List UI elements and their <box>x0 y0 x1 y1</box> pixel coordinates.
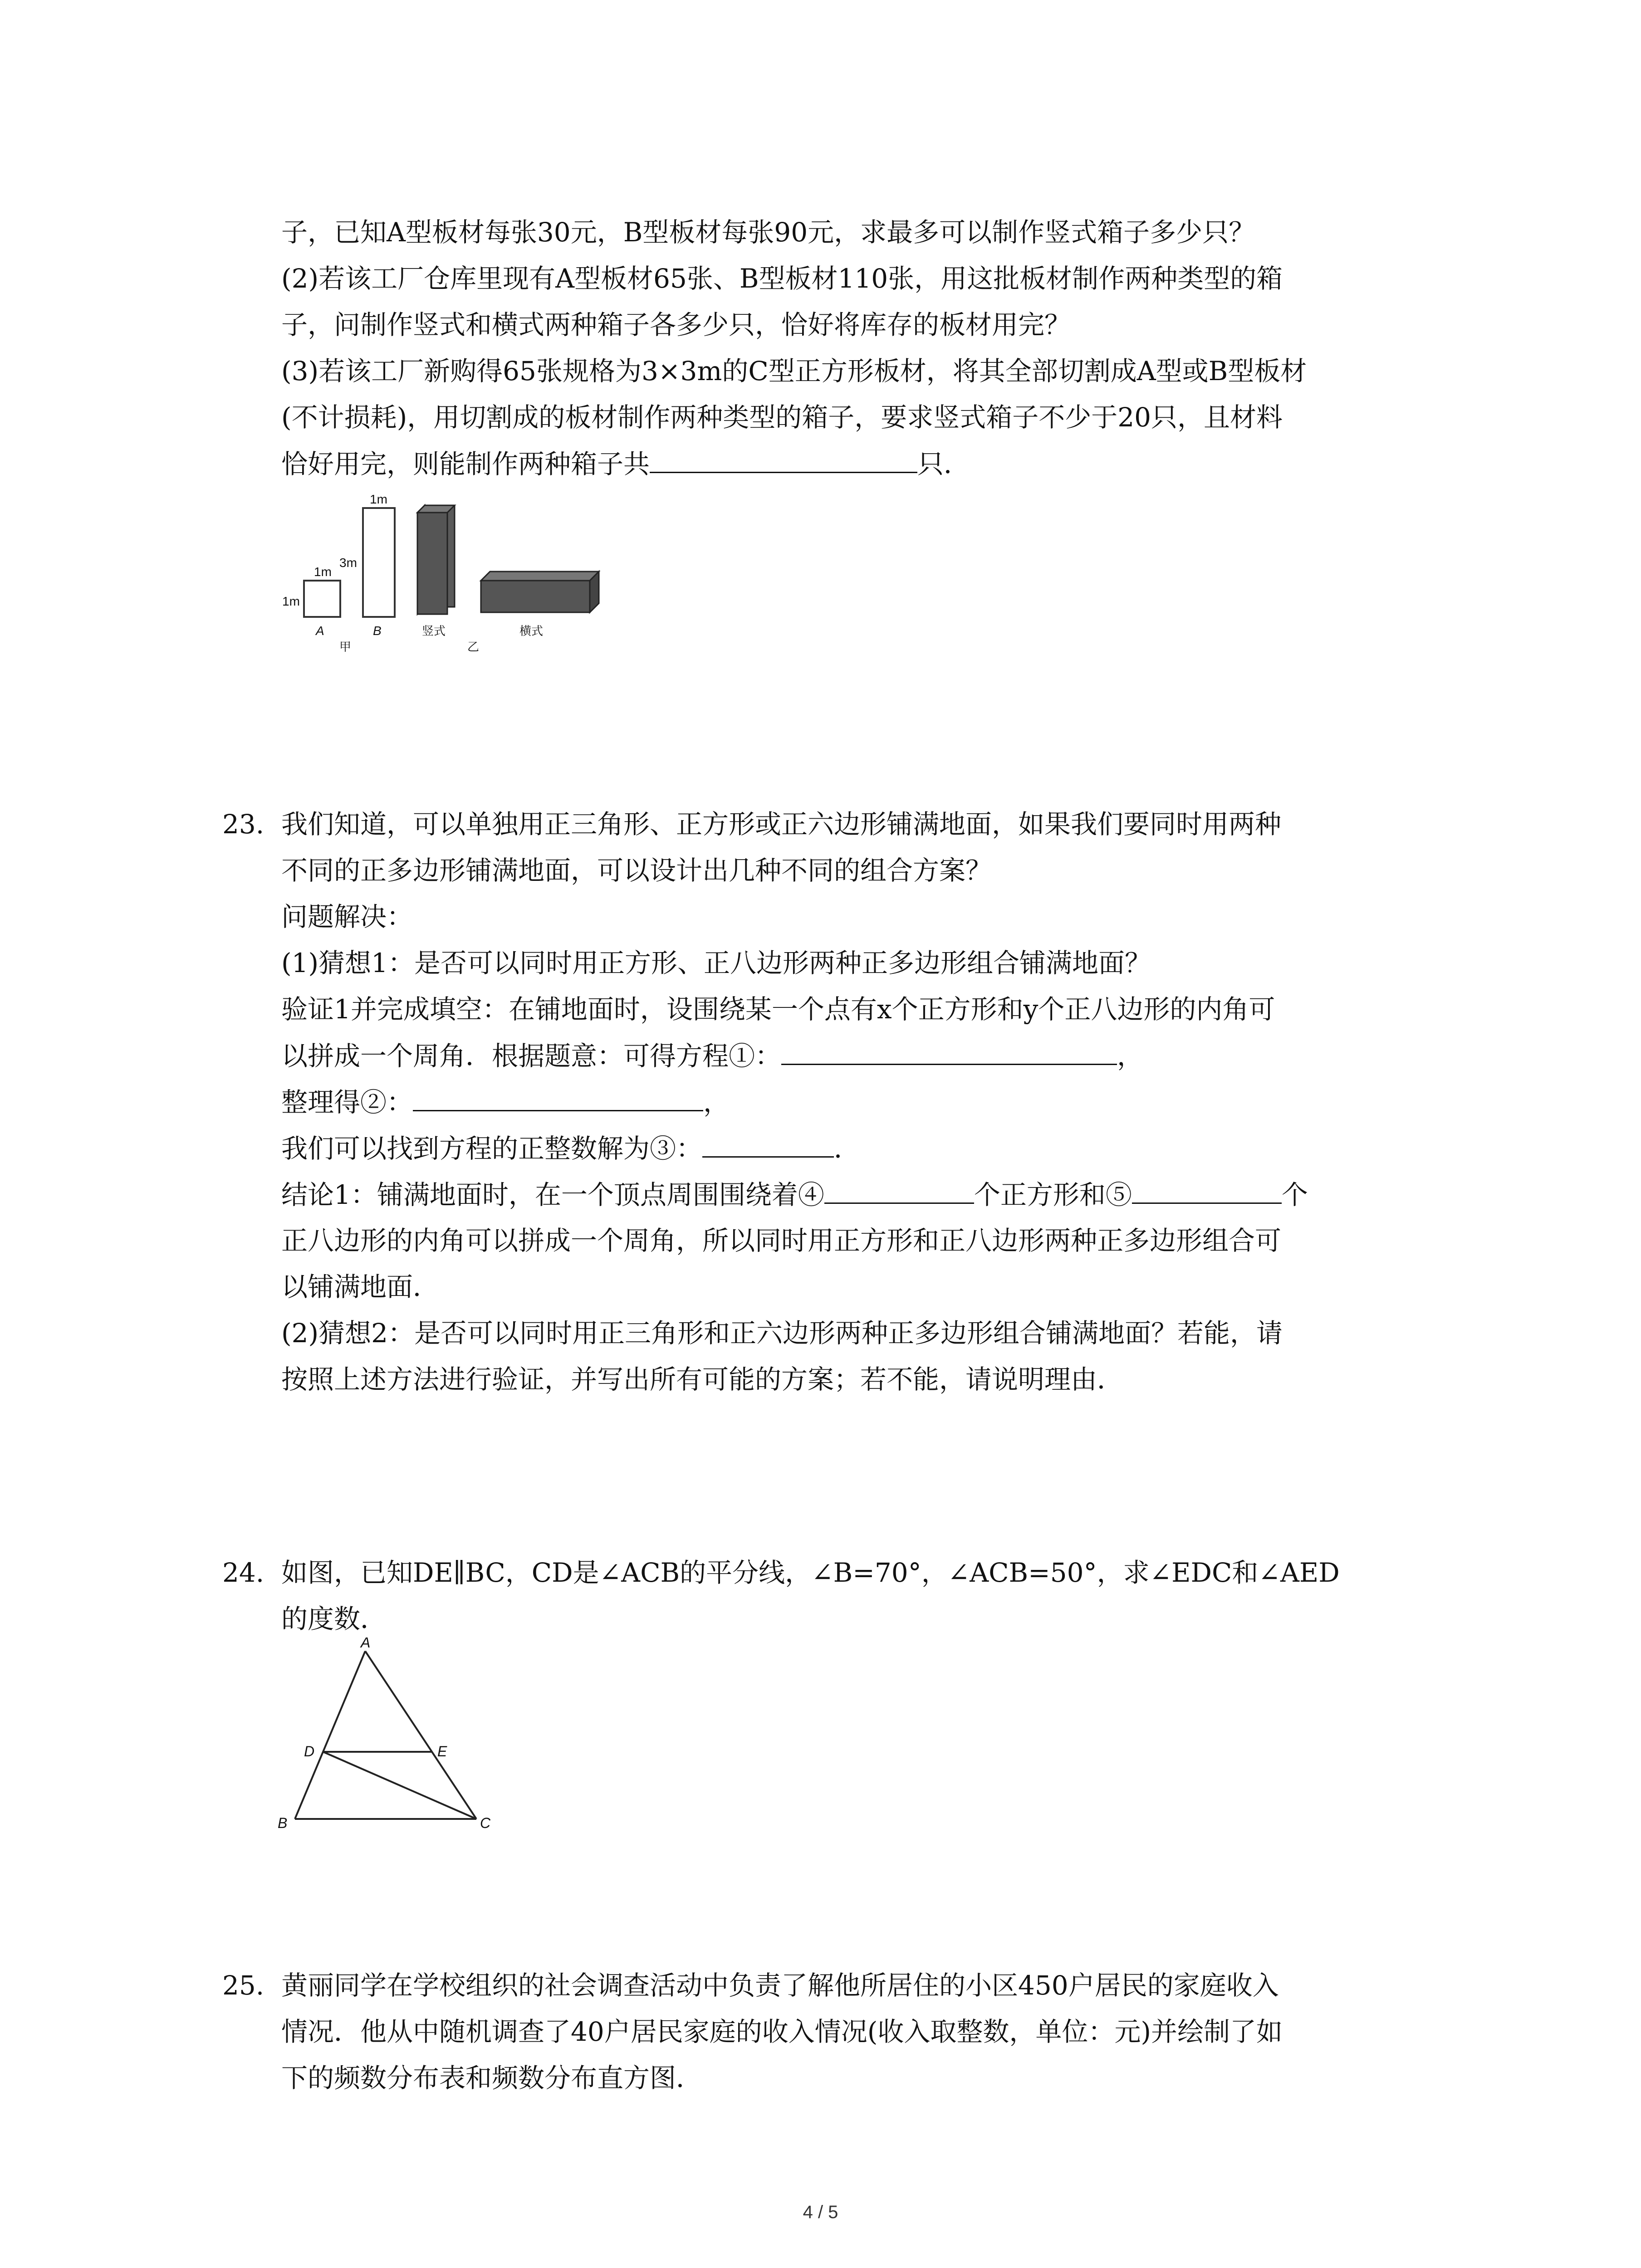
q23-line-12: (2)猜想2：是否可以同时用正三角形和正六边形两种正多边形组合铺满地面？若能，请 <box>281 1318 1283 1349</box>
segment-ab <box>295 1651 365 1819</box>
answer-blank-total-boxes[interactable] <box>650 445 917 473</box>
board-a-name: A <box>316 624 324 638</box>
triangle-figure <box>263 1637 517 1837</box>
q22-line-3: 子，问制作竖式和横式两种箱子各多少只，恰好将库存的板材用完？ <box>281 309 1071 340</box>
q23-line-5: 验证1并完成填空：在铺地面时，设围绕某一个点有x个正方形和y个正八边形的内角可 <box>281 994 1275 1025</box>
q23-line-9-end: 个 <box>1281 1179 1308 1210</box>
answer-blank-solution-3[interactable] <box>702 1129 834 1158</box>
q23-line-8 <box>281 1129 860 1168</box>
q25-line-3: 下的频数分布表和频数分布直方图． <box>281 2063 703 2093</box>
board-b-top-label: 1m <box>370 492 387 506</box>
horizontal-box <box>481 581 590 612</box>
board-a-square <box>304 581 340 617</box>
q22-line-6-end: 只． <box>917 449 970 479</box>
q23-line-9 <box>281 1175 1308 1214</box>
board-a-side-label: 1m <box>282 594 300 608</box>
answer-blank-squares-4[interactable] <box>824 1175 974 1204</box>
point-a-label: A <box>361 1637 371 1651</box>
board-b-side-label: 3m <box>339 556 357 570</box>
board-box-figure <box>272 490 617 653</box>
answer-blank-equation-1[interactable] <box>781 1036 1117 1065</box>
q23-line-4: (1)猜想1：是否可以同时用正方形、正八边形两种正多边形组合铺满地面？ <box>281 948 1151 978</box>
q22-line-1: 子，已知A型板材每张30元，B型板材每张90元，求最多可以制作竖式箱子多少只？ <box>281 217 1255 248</box>
q23-line-11: 以铺满地面． <box>281 1271 440 1302</box>
point-e-label: E <box>437 1743 447 1760</box>
q25-line-2: 情况．他从中随机调查了40户居民家庭的收入情况(收入取整数，单位：元)并绘制了如 <box>281 2016 1283 2047</box>
q23-line-8-end: ． <box>834 1133 861 1164</box>
answer-blank-equation-2[interactable] <box>413 1083 703 1111</box>
q24-line-1: 如图，已知DE∥BC，CD是∠ACB的平分线，∠B=70°，∠ACB=50°，求∠EDC和∠AED <box>281 1557 1340 1588</box>
page-number: 4 / 5 <box>803 2202 838 2222</box>
answer-blank-octagons-5[interactable] <box>1132 1175 1282 1204</box>
horizontal-box-label: 横式 <box>519 624 544 638</box>
q23-line-7 <box>281 1083 730 1121</box>
q23-line-8-text: 我们可以找到方程的正整数解为③： <box>281 1133 703 1164</box>
vertical-box-front <box>417 513 447 614</box>
group-yi-label: 乙 <box>467 640 480 653</box>
q23-line-1: 我们知道，可以单独用正三角形、正方形或正六边形铺满地面，如果我们要同时用两种 <box>281 809 1282 840</box>
q23-line-9-mid: 个正方形和⑤ <box>974 1179 1132 1210</box>
q23-line-6-text: 以拼成一个周角．根据题意：可得方程①： <box>281 1041 782 1071</box>
q23-line-13: 按照上述方法进行验证，并写出所有可能的方案；若不能，请说明理由． <box>281 1364 1124 1395</box>
point-b-label: B <box>278 1815 288 1831</box>
q25-line-1: 黄丽同学在学校组织的社会调查活动中负责了解他所居住的小区450户居民的家庭收入 <box>281 1970 1279 2001</box>
q24-line-2: 的度数． <box>281 1603 387 1634</box>
vertical-box-label: 竖式 <box>422 624 446 638</box>
q23-line-6-end: ， <box>1117 1041 1144 1071</box>
q23-line-2: 不同的正多边形铺满地面，可以设计出几种不同的组合方案？ <box>281 855 992 886</box>
q23-line-9-text: 结论1：铺满地面时，在一个顶点周围围绕着④ <box>281 1179 824 1210</box>
q22-line-5: (不计损耗)，用切割成的板材制作两种类型的箱子，要求竖式箱子不少于20只，且材料 <box>281 402 1283 433</box>
question-number-25: 25. <box>222 1970 265 2001</box>
q22-line-4: (3)若该工厂新购得65张规格为3×3m的C型正方形板材，将其全部切割成A型或B型板材 <box>281 356 1307 386</box>
group-jia-label: 甲 <box>339 640 352 653</box>
q22-line-2: (2)若该工厂仓库里现有A型板材65张、B型板材110张，用这批板材制作两种类型的箱 <box>281 263 1283 294</box>
horizontal-box-top <box>481 572 599 581</box>
board-b-rect <box>363 508 395 617</box>
q23-line-7-end: ， <box>703 1087 730 1118</box>
question-number-24: 24. <box>222 1557 265 1588</box>
point-d-label: D <box>304 1743 315 1760</box>
q23-line-7-text: 整理得②： <box>281 1087 413 1118</box>
question-number-23: 23. <box>222 809 265 840</box>
q23-line-6 <box>281 1036 1143 1075</box>
q22-line-6-text: 恰好用完，则能制作两种箱子共 <box>281 449 650 479</box>
q23-line-3: 问题解决： <box>281 901 413 932</box>
point-c-label: C <box>480 1815 491 1831</box>
board-a-top-label: 1m <box>314 565 332 579</box>
board-b-name: B <box>373 624 382 638</box>
vertical-box-top <box>417 505 455 513</box>
q22-line-6 <box>281 445 970 483</box>
q23-line-10: 正八边形的内角可以拼成一个周角，所以同时用正方形和正八边形两种正多边形组合可 <box>281 1225 1282 1256</box>
